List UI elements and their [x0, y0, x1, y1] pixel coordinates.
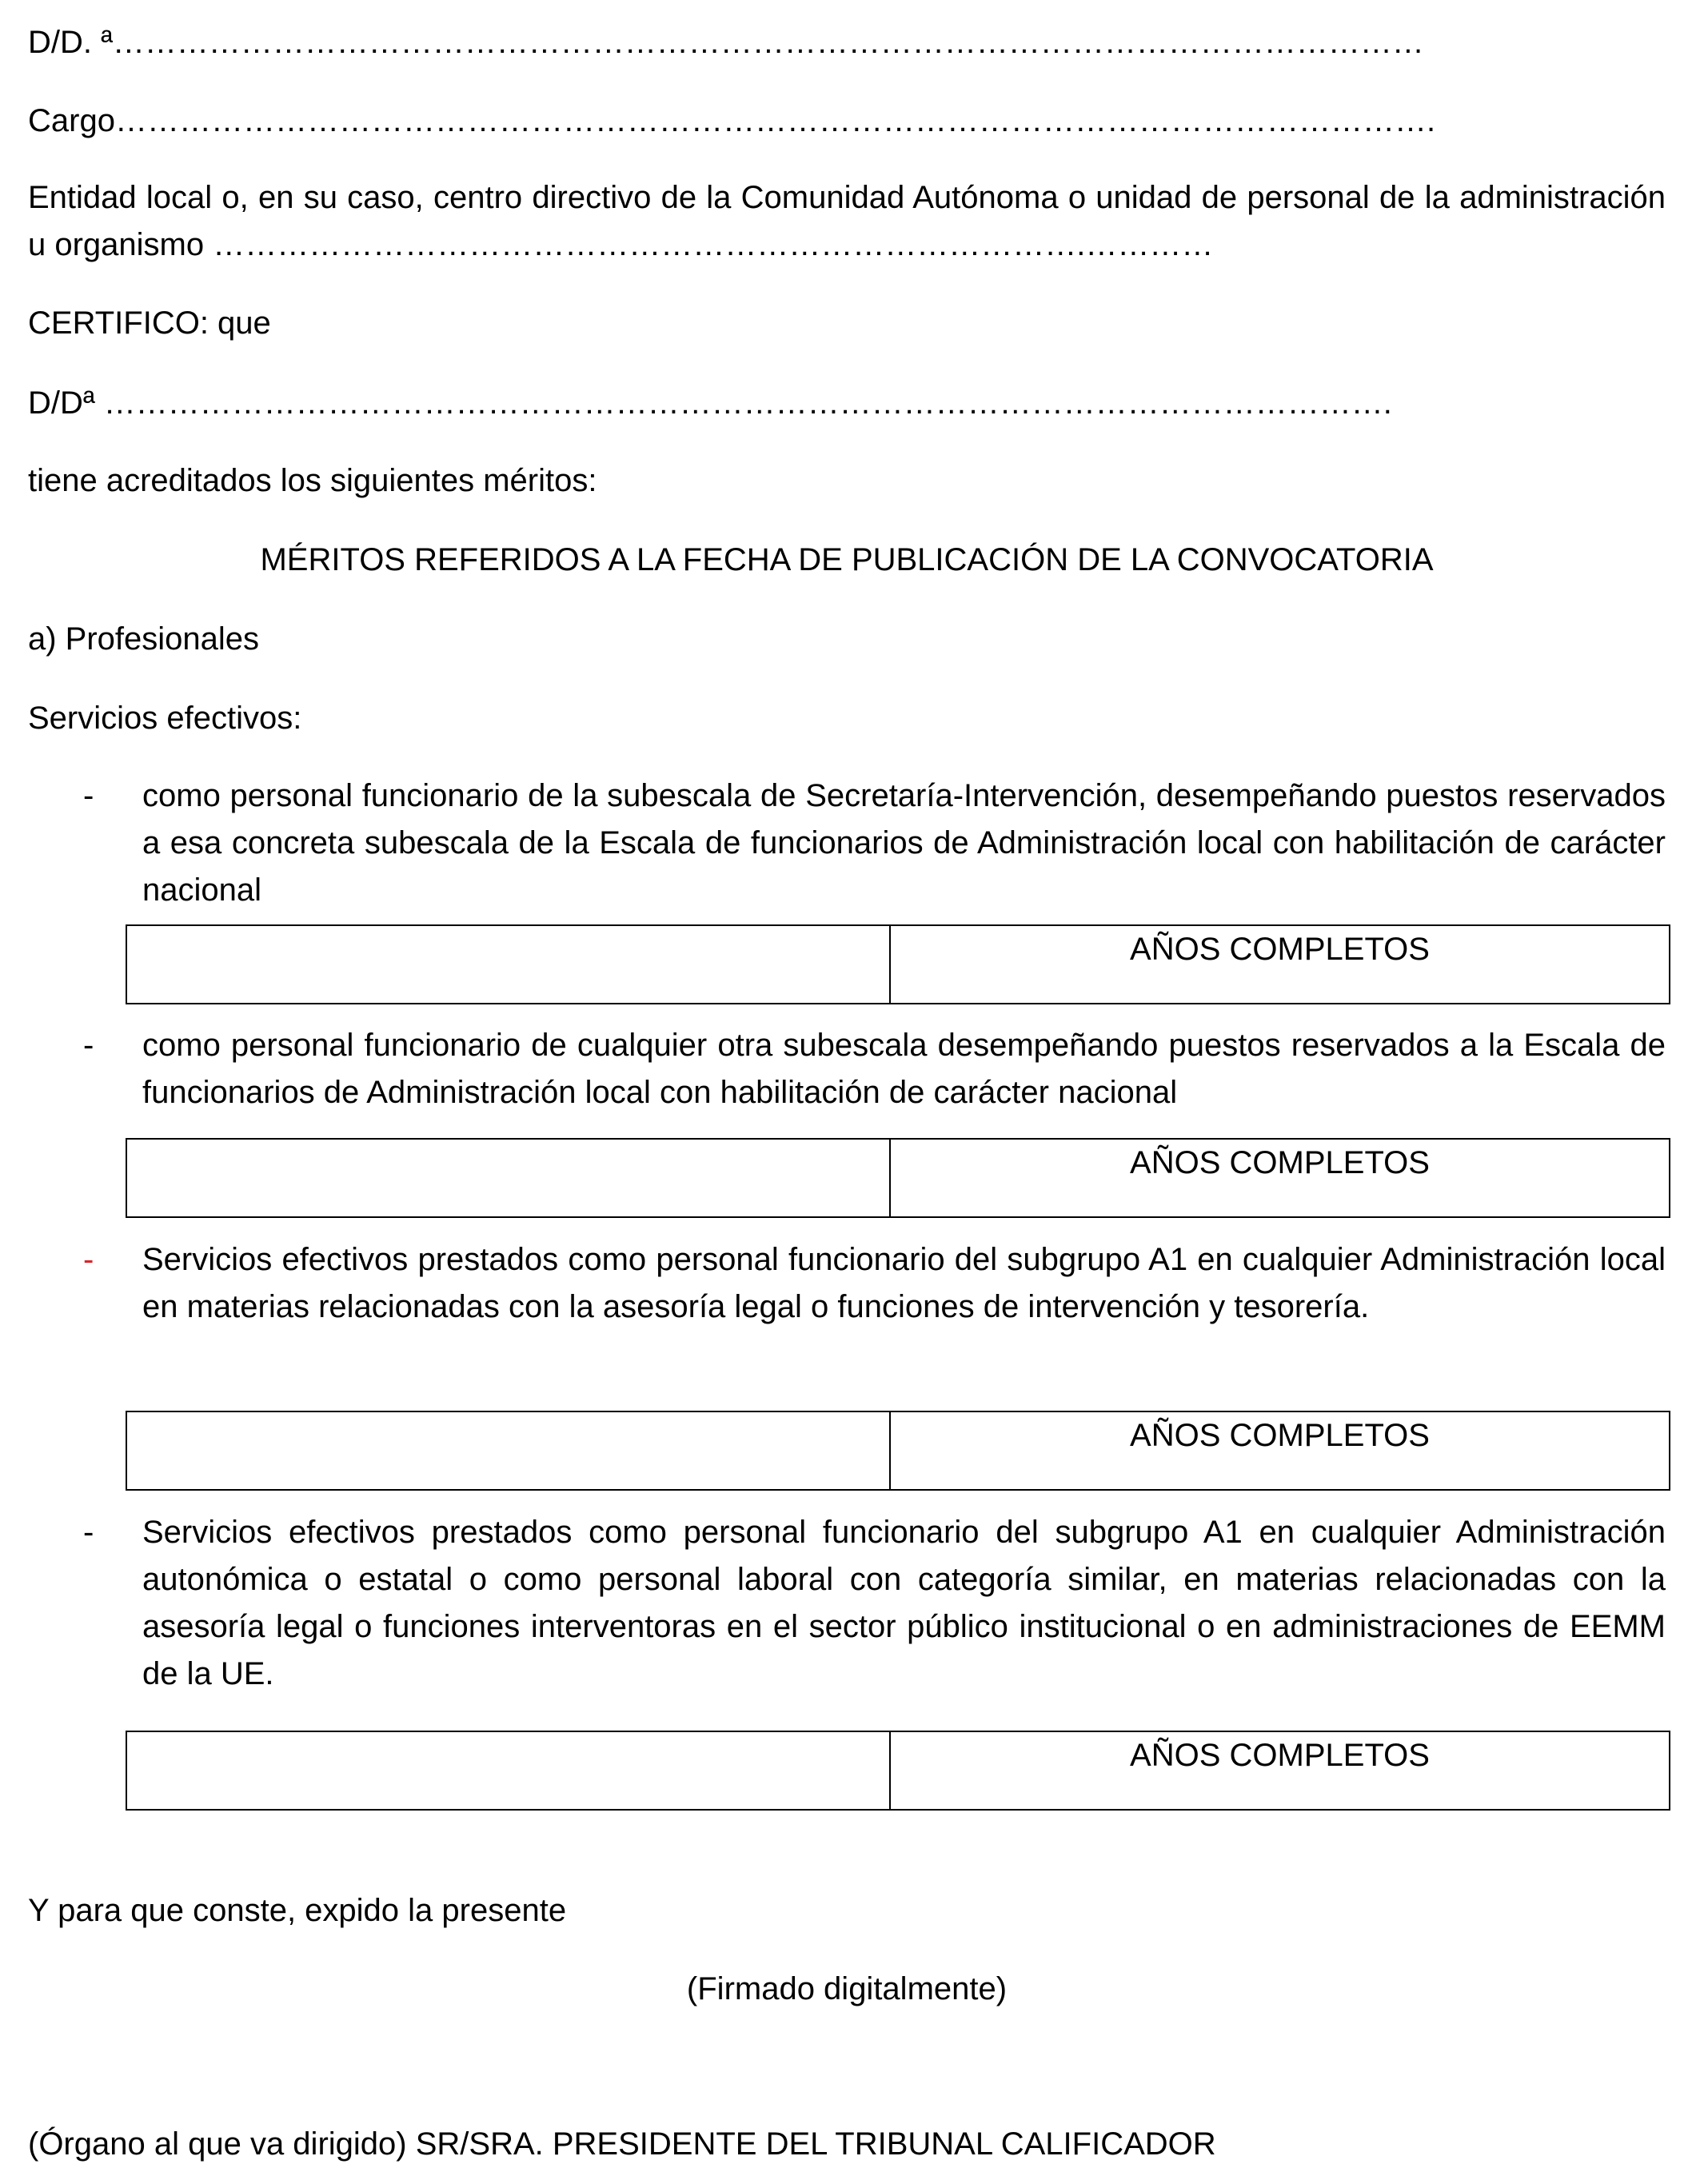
signature-text: (Firmado digitalmente) — [686, 1971, 1008, 2006]
merit-3-years-table — [126, 1411, 1670, 1491]
merit-1-years-table — [126, 924, 1670, 1004]
certifico-text: CERTIFICO: que — [28, 305, 271, 341]
servicios-efectivos-label: Servicios efectivos: — [28, 701, 302, 736]
merit-1-years-value[interactable] — [127, 926, 891, 1003]
merit-4-dash: - — [83, 1515, 94, 1550]
merit-4-years-table — [126, 1731, 1670, 1811]
merit-3-years-label: AÑOS COMPLETOS — [1130, 1418, 1430, 1453]
entidad-field-paragraph: Entidad local o, en su caso, centro directivo de la Comunidad Autónoma o unidad de personal de la administración u organismo ……………………………………………………………………….………… — [28, 180, 1666, 262]
merit-1-text: como personal funcionario de la subescala de Secretaría-Intervención, desempeñando puestos reservados a esa concreta subescala de la Escala de funcionarios de Administración local con habilitación de carácter nacional — [142, 778, 1666, 908]
merit-2-years-table — [126, 1138, 1670, 1218]
closing-text: Y para que conste, expido la presente — [28, 1893, 567, 1928]
merit-3-text: Servicios efectivos prestados como personal funcionario del subgrupo A1 en cualquier Administración local en materias relacionadas con la asesoría legal o funciones de intervención y tesorería. — [142, 1242, 1666, 1324]
merit-2-years-value[interactable] — [127, 1140, 891, 1216]
cargo-field-line: Cargo……………………………………………………………………………………………………………. — [28, 103, 1436, 138]
dd2-field-line: D/Dª …………………………………………………………………………………………………………. — [28, 385, 1392, 421]
dd-field-line: D/D. ª…………………………………………………………………………………………………………… — [28, 25, 1424, 60]
section-title: MÉRITOS REFERIDOS A LA FECHA DE PUBLICACIÓN DE LA CONVOCATORIA — [260, 542, 1434, 577]
merit-4-text: Servicios efectivos prestados como personal funcionario del subgrupo A1 en cualquier Administración autonómica o estatal o como personal laboral con categoría similar, en materias relacionadas con la asesoría legal o funciones interventoras en el sector público institucional o en administraciones de EEMM de la UE. — [142, 1515, 1666, 1691]
merit-1-dash: - — [83, 778, 94, 813]
merit-4-years-label: AÑOS COMPLETOS — [1130, 1738, 1430, 1773]
subsection-profesionales: a) Profesionales — [28, 621, 260, 657]
merit-1-years-label: AÑOS COMPLETOS — [1130, 932, 1430, 967]
merit-4-years-value[interactable] — [127, 1732, 891, 1809]
addressee-text: (Órgano al que va dirigido) SR/SRA. PRESIDENTE DEL TRIBUNAL CALIFICADOR — [28, 2126, 1216, 2162]
merit-3-dash: - — [83, 1242, 94, 1277]
merit-3-years-value[interactable] — [127, 1412, 891, 1489]
merit-2-dash: - — [83, 1028, 94, 1063]
tiene-acreditados-text: tiene acreditados los siguientes méritos: — [28, 463, 597, 498]
merit-2-years-label: AÑOS COMPLETOS — [1130, 1145, 1430, 1180]
merit-2-text: como personal funcionario de cualquier otra subescala desempeñando puestos reservados a la Escala de funcionarios de Administración local con habilitación de carácter nacional — [142, 1028, 1666, 1110]
